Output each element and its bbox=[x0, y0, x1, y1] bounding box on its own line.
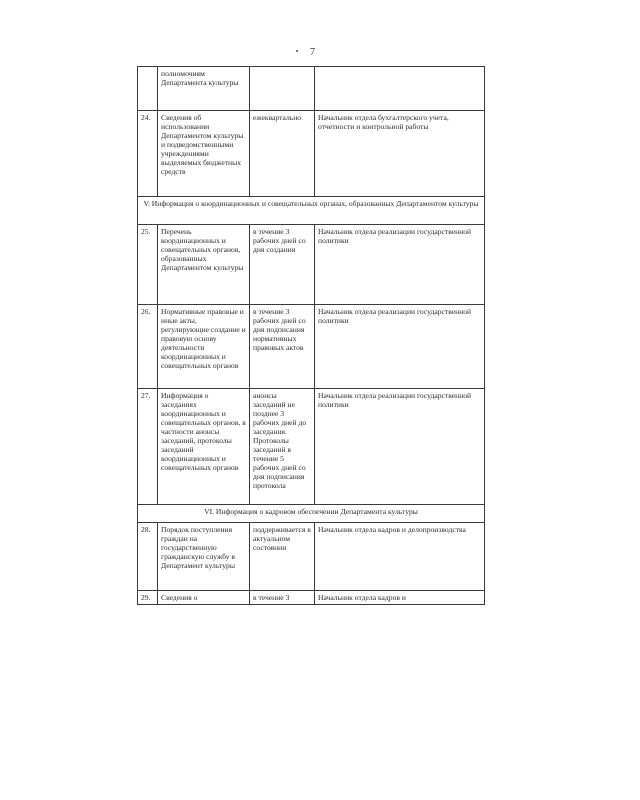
information-table bbox=[137, 66, 485, 605]
page-number: 7 bbox=[310, 47, 315, 58]
row-name: Порядок поступления граждан на государственную гражданскую службу в Департамент культуры bbox=[158, 523, 250, 591]
row-number: 29. bbox=[138, 591, 158, 605]
row-responsible: Начальник отдела реализации государственной политики bbox=[315, 389, 485, 505]
row-term: в течение 3 рабочих дней со дня подписания нормативных правовых актов bbox=[250, 305, 315, 389]
row-term: в течение 3 bbox=[250, 591, 315, 605]
row-term: ежеквартально bbox=[250, 111, 315, 197]
section-row bbox=[138, 197, 485, 225]
row-number: 24. bbox=[138, 111, 158, 197]
row-name: Нормативные правовые и иные акты, регулирующие создание и правовую основу деятельности координационных и совещательных органов bbox=[158, 305, 250, 389]
table-row bbox=[138, 523, 485, 591]
row-term: анонсы заседаний не позднее 3 рабочих дней до заседания. Протоколы заседаний в течение 5 рабочих дней со дня подписания протокола bbox=[250, 389, 315, 505]
table-row bbox=[138, 67, 485, 111]
row-number: 26. bbox=[138, 305, 158, 389]
row-term: поддерживается в актуальном состоянии bbox=[250, 523, 315, 591]
row-name: Сведения об использовании Департаментом культуры и подведомственными учреждениями выделяемых бюджетных средств bbox=[158, 111, 250, 197]
table-row bbox=[138, 591, 485, 605]
row-responsible bbox=[315, 67, 485, 111]
section-title: VI. Информация о кадровом обеспечении Департамента культуры bbox=[138, 505, 485, 523]
row-responsible: Начальник отдела кадров и bbox=[315, 591, 485, 605]
table-row bbox=[138, 225, 485, 305]
row-responsible: Начальник отдела реализации государственной политики bbox=[315, 225, 485, 305]
row-responsible: Начальник отдела бухгалтерского учета, отчетности и контрольной работы bbox=[315, 111, 485, 197]
table-row bbox=[138, 389, 485, 505]
row-name: Сведения о bbox=[158, 591, 250, 605]
row-number: 27. bbox=[138, 389, 158, 505]
row-name: Информация о заседаниях координационных и совещательных органов, в частности анонсы заседаний, протоколы заседаний координационных и совещательных органов bbox=[158, 389, 250, 505]
row-term: в течение 3 рабочих дней со дня создания bbox=[250, 225, 315, 305]
table-body bbox=[138, 67, 485, 605]
row-responsible: Начальник отдела реализации государственной политики bbox=[315, 305, 485, 389]
scan-artifact bbox=[296, 50, 298, 52]
table-row bbox=[138, 305, 485, 389]
row-name: Перечень координационных и совещательных органов, образованных Департаментом культуры bbox=[158, 225, 250, 305]
row-number: 28. bbox=[138, 523, 158, 591]
section-title: V. Информация о координационных и совещательных органах, образованных Департаментом культуры bbox=[138, 197, 485, 225]
row-number: 25. bbox=[138, 225, 158, 305]
row-name: полномочиям Департамента культуры bbox=[158, 67, 250, 111]
row-number bbox=[138, 67, 158, 111]
row-responsible: Начальник отдела кадров и делопроизводства bbox=[315, 523, 485, 591]
table-row bbox=[138, 111, 485, 197]
section-row bbox=[138, 505, 485, 523]
row-term bbox=[250, 67, 315, 111]
